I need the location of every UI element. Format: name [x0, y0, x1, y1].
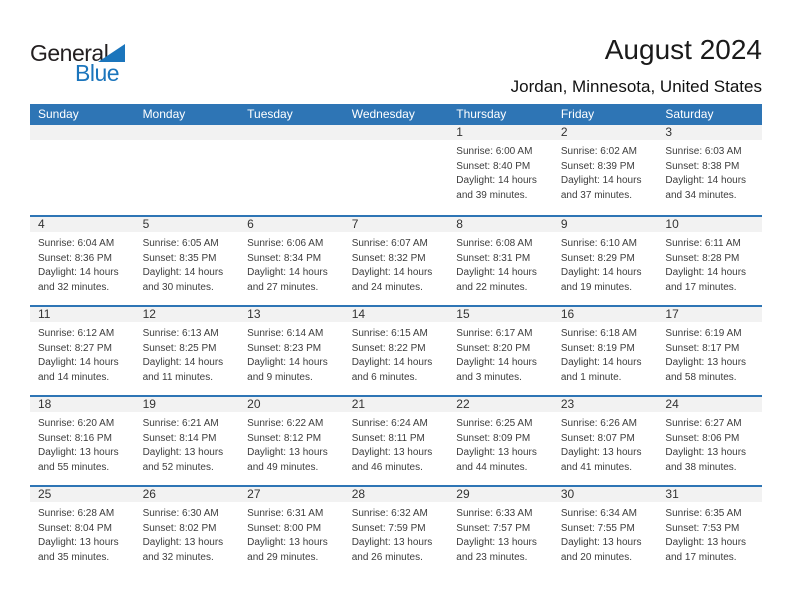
sunrise-text: Sunrise: 6:18 AM — [560, 328, 637, 339]
daylight-text-line2: and 35 minutes. — [38, 551, 110, 563]
day-cell — [553, 397, 658, 485]
day-cell — [344, 397, 449, 485]
daylight-text-line2: and 30 minutes. — [142, 281, 214, 293]
daylight-text-line2: and 52 minutes. — [142, 461, 214, 473]
daylight-text-line2: and 3 minutes. — [456, 371, 522, 383]
daylight-text-line2: and 34 minutes. — [665, 189, 737, 201]
sunrise-text: Sunrise: 6:02 AM — [560, 146, 637, 157]
logo-text-general: General — [30, 40, 109, 66]
day-number: 18 — [38, 397, 52, 411]
day-number: 11 — [38, 307, 51, 321]
day-number: 30 — [560, 487, 575, 501]
day-number: 20 — [247, 397, 261, 411]
daylight-text-line2: and 17 minutes. — [665, 281, 737, 293]
day-cell — [239, 217, 344, 305]
daylight-text-line1: Daylight: 14 hours — [560, 357, 642, 368]
sunrise-text: Sunrise: 6:28 AM — [38, 508, 115, 519]
sunrise-text: Sunrise: 6:00 AM — [456, 146, 533, 157]
daylight-text-line1: Daylight: 13 hours — [560, 447, 642, 458]
day-cell — [657, 217, 762, 305]
day-number: 23 — [560, 397, 575, 411]
daylight-text-line1: Daylight: 13 hours — [351, 537, 433, 548]
day-cell — [30, 487, 135, 575]
week-cells — [30, 397, 762, 485]
daylight-text-line2: and 32 minutes. — [38, 281, 110, 293]
day-number: 25 — [38, 487, 52, 501]
sunset-text: Sunset: 8:39 PM — [560, 160, 635, 172]
sunrise-text: Sunrise: 6:17 AM — [456, 328, 533, 339]
daylight-text-line1: Daylight: 14 hours — [456, 267, 537, 278]
daylight-text-line2: and 44 minutes. — [456, 461, 528, 473]
sunrise-text: Sunrise: 6:15 AM — [351, 328, 428, 339]
sunrise-text: Sunrise: 6:30 AM — [142, 508, 219, 519]
daylight-text-line2: and 1 minute. — [560, 371, 622, 383]
sunrise-text: Sunrise: 6:33 AM — [456, 508, 533, 519]
daylight-text-line1: Daylight: 14 hours — [456, 357, 537, 368]
day-cell — [344, 487, 449, 575]
daylight-text-line1: Daylight: 14 hours — [38, 357, 119, 368]
day-cell — [448, 307, 553, 395]
day-cell — [448, 487, 553, 575]
day-number: 31 — [665, 487, 679, 501]
week-row — [30, 395, 762, 485]
daylight-text-line2: and 6 minutes. — [351, 371, 418, 383]
day-number: 1 — [456, 125, 463, 139]
daylight-text-line2: and 22 minutes. — [456, 281, 528, 293]
day-cell — [344, 307, 449, 395]
daylight-text-line2: and 27 minutes. — [247, 281, 319, 293]
daylight-text-line2: and 55 minutes. — [38, 461, 110, 473]
sunrise-text: Sunrise: 6:06 AM — [247, 238, 324, 249]
day-number: 7 — [351, 217, 359, 231]
sunrise-text: Sunrise: 6:35 AM — [665, 508, 742, 519]
daylight-text-line1: Daylight: 13 hours — [38, 537, 119, 548]
day-number: 3 — [665, 125, 673, 139]
daylight-text-line1: Daylight: 13 hours — [38, 447, 119, 458]
sunrise-text: Sunrise: 6:12 AM — [38, 328, 115, 339]
daylight-text-line2: and 9 minutes. — [247, 371, 313, 383]
day-cell — [448, 217, 553, 305]
daylight-text-line2: and 20 minutes. — [560, 551, 633, 563]
sunset-text: Sunset: 8:36 PM — [38, 252, 112, 264]
empty-day-cell — [135, 125, 240, 215]
day-cell — [239, 307, 344, 395]
sunrise-text: Sunrise: 6:25 AM — [456, 418, 533, 429]
day-cell — [553, 217, 658, 305]
daylight-text-line2: and 17 minutes. — [665, 551, 737, 563]
sunset-text: Sunset: 8:11 PM — [351, 432, 425, 444]
daylight-text-line1: Daylight: 13 hours — [351, 447, 433, 458]
sunset-text: Sunset: 8:12 PM — [247, 432, 322, 444]
day-number: 5 — [142, 217, 150, 231]
sunset-text: Sunset: 8:17 PM — [665, 342, 740, 354]
page-title: August 2024 — [604, 34, 762, 65]
sunset-text: Sunset: 8:28 PM — [665, 252, 740, 264]
sunset-text: Sunset: 8:34 PM — [247, 252, 322, 264]
day-number: 26 — [142, 487, 156, 501]
day-number: 17 — [665, 307, 679, 321]
daylight-text-line1: Daylight: 14 hours — [142, 357, 224, 368]
daylight-text-line1: Daylight: 14 hours — [351, 357, 433, 368]
day-cell — [657, 307, 762, 395]
day-cell — [30, 397, 135, 485]
sunset-text: Sunset: 8:31 PM — [456, 252, 531, 264]
day-cell — [553, 125, 658, 215]
sunrise-text: Sunrise: 6:32 AM — [351, 508, 428, 519]
daylight-text-line1: Daylight: 14 hours — [247, 267, 328, 278]
page-subtitle: Jordan, Minnesota, United States — [510, 77, 762, 96]
sunset-text: Sunset: 8:04 PM — [38, 522, 112, 534]
daylight-text-line2: and 14 minutes. — [38, 371, 110, 383]
day-number: 15 — [456, 307, 470, 321]
logo-text-blue: Blue — [75, 60, 120, 86]
sunset-text: Sunset: 7:57 PM — [456, 522, 531, 534]
sunrise-text: Sunrise: 6:11 AM — [665, 238, 741, 249]
daylight-text-line1: Daylight: 13 hours — [142, 537, 224, 548]
daylight-text-line1: Daylight: 13 hours — [456, 447, 537, 458]
sunrise-text: Sunrise: 6:08 AM — [456, 238, 533, 249]
day-number: 12 — [142, 307, 156, 321]
daylight-text-line1: Daylight: 13 hours — [665, 357, 747, 368]
daylight-text-line2: and 58 minutes. — [665, 371, 737, 383]
weekday-header: Monday — [142, 107, 186, 121]
daylight-text-line1: Daylight: 13 hours — [456, 537, 537, 548]
daylight-text-line1: Daylight: 14 hours — [456, 175, 537, 186]
weekday-header: Thursday — [456, 107, 507, 121]
sunset-text: Sunset: 8:07 PM — [560, 432, 635, 444]
daylight-text-line1: Daylight: 13 hours — [247, 447, 328, 458]
sunset-text: Sunset: 8:09 PM — [456, 432, 531, 444]
sunset-text: Sunset: 8:23 PM — [247, 342, 322, 354]
day-number: 10 — [665, 217, 679, 231]
sunset-text: Sunset: 8:35 PM — [142, 252, 217, 264]
day-cell — [448, 397, 553, 485]
day-number: 16 — [560, 307, 575, 321]
day-cell — [135, 397, 240, 485]
weekday-header: Friday — [560, 107, 595, 121]
weekday-header: Tuesday — [247, 107, 293, 121]
weekday-header: Sunday — [38, 107, 79, 121]
sunrise-text: Sunrise: 6:05 AM — [142, 238, 219, 249]
day-cell — [135, 487, 240, 575]
sunset-text: Sunset: 8:22 PM — [351, 342, 426, 354]
week-cells — [30, 487, 762, 575]
day-cell — [30, 217, 135, 305]
sunset-text: Sunset: 7:55 PM — [560, 522, 635, 534]
sunset-text: Sunset: 8:25 PM — [142, 342, 217, 354]
daylight-text-line1: Daylight: 13 hours — [665, 537, 747, 548]
daylight-text-line2: and 11 minutes. — [142, 371, 213, 383]
sunrise-text: Sunrise: 6:20 AM — [38, 418, 115, 429]
sunset-text: Sunset: 8:19 PM — [560, 342, 635, 354]
daylight-text-line1: Daylight: 14 hours — [560, 175, 642, 186]
day-number: 28 — [351, 487, 366, 501]
daylight-text-line2: and 37 minutes. — [560, 189, 633, 201]
daylight-text-line2: and 39 minutes. — [456, 189, 528, 201]
daylight-text-line2: and 46 minutes. — [351, 461, 423, 473]
week-cells — [30, 125, 762, 215]
daylight-text-line2: and 41 minutes. — [560, 461, 633, 473]
empty-day-cell — [344, 125, 449, 215]
daylight-text-line1: Daylight: 14 hours — [142, 267, 224, 278]
sunrise-text: Sunrise: 6:10 AM — [560, 238, 637, 249]
sunset-text: Sunset: 7:53 PM — [665, 522, 740, 534]
day-number: 13 — [247, 307, 261, 321]
daylight-text-line1: Daylight: 14 hours — [38, 267, 119, 278]
week-row — [30, 215, 762, 305]
sunrise-text: Sunrise: 6:22 AM — [247, 418, 324, 429]
daylight-text-line1: Daylight: 13 hours — [142, 447, 224, 458]
daylight-text-line2: and 32 minutes. — [142, 551, 214, 563]
daylight-text-line2: and 26 minutes. — [351, 551, 423, 563]
sunset-text: Sunset: 8:16 PM — [38, 432, 112, 444]
sunrise-text: Sunrise: 6:24 AM — [351, 418, 428, 429]
day-number: 24 — [665, 397, 679, 411]
day-cell — [239, 487, 344, 575]
sunrise-text: Sunrise: 6:34 AM — [560, 508, 637, 519]
day-cell — [448, 125, 553, 215]
day-number: 29 — [456, 487, 470, 501]
sunset-text: Sunset: 8:27 PM — [38, 342, 112, 354]
sunset-text: Sunset: 8:06 PM — [665, 432, 740, 444]
daylight-text-line1: Daylight: 14 hours — [665, 175, 747, 186]
sunrise-text: Sunrise: 6:27 AM — [665, 418, 742, 429]
daylight-text-line1: Daylight: 14 hours — [351, 267, 433, 278]
weekday-header: Wednesday — [351, 107, 415, 121]
day-cell — [239, 397, 344, 485]
day-number: 22 — [456, 397, 470, 411]
daylight-text-line1: Daylight: 14 hours — [560, 267, 642, 278]
daylight-text-line1: Daylight: 14 hours — [665, 267, 747, 278]
calendar — [30, 104, 762, 575]
day-cell — [657, 397, 762, 485]
sunrise-text: Sunrise: 6:19 AM — [665, 328, 742, 339]
daylight-text-line1: Daylight: 14 hours — [247, 357, 328, 368]
sunrise-text: Sunrise: 6:04 AM — [38, 238, 115, 249]
empty-day-cell — [239, 125, 344, 215]
day-number: 9 — [560, 217, 568, 231]
sunrise-text: Sunrise: 6:21 AM — [142, 418, 219, 429]
day-cell — [30, 307, 135, 395]
day-cell — [135, 307, 240, 395]
sunset-text: Sunset: 8:40 PM — [456, 160, 531, 172]
sunset-text: Sunset: 8:29 PM — [560, 252, 635, 264]
sunrise-text: Sunrise: 6:31 AM — [247, 508, 324, 519]
week-row — [30, 125, 762, 215]
day-cell — [553, 307, 658, 395]
calendar-weeks — [30, 125, 762, 575]
day-number: 4 — [38, 217, 45, 231]
week-row — [30, 305, 762, 395]
day-number: 21 — [351, 397, 366, 411]
sunset-text: Sunset: 8:02 PM — [142, 522, 217, 534]
daylight-text-line2: and 19 minutes. — [560, 281, 633, 293]
day-number: 27 — [247, 487, 261, 501]
empty-day-cell — [30, 125, 135, 215]
day-number: 19 — [142, 397, 156, 411]
sunset-text: Sunset: 8:38 PM — [665, 160, 740, 172]
sunset-text: Sunset: 8:00 PM — [247, 522, 322, 534]
sunset-text: Sunset: 8:14 PM — [142, 432, 217, 444]
day-number: 6 — [247, 217, 254, 231]
day-cell — [553, 487, 658, 575]
sunrise-text: Sunrise: 6:07 AM — [351, 238, 428, 249]
daylight-text-line2: and 29 minutes. — [247, 551, 319, 563]
general-blue-logo — [30, 40, 170, 90]
sunset-text: Sunset: 8:32 PM — [351, 252, 426, 264]
sunrise-text: Sunrise: 6:03 AM — [665, 146, 742, 157]
weekday-header: Saturday — [665, 107, 714, 121]
daylight-text-line2: and 24 minutes. — [351, 281, 423, 293]
sunset-text: Sunset: 7:59 PM — [351, 522, 426, 534]
sunrise-text: Sunrise: 6:26 AM — [560, 418, 637, 429]
day-number: 2 — [560, 125, 568, 139]
daylight-text-line2: and 49 minutes. — [247, 461, 319, 473]
day-number: 14 — [351, 307, 366, 321]
day-cell — [657, 125, 762, 215]
daylight-text-line1: Daylight: 13 hours — [247, 537, 328, 548]
sunrise-text: Sunrise: 6:14 AM — [247, 328, 324, 339]
week-cells — [30, 307, 762, 395]
week-cells — [30, 217, 762, 305]
day-cell — [135, 217, 240, 305]
daylight-text-line1: Daylight: 13 hours — [665, 447, 747, 458]
daylight-text-line1: Daylight: 13 hours — [560, 537, 642, 548]
day-number: 8 — [456, 217, 463, 231]
week-row — [30, 485, 762, 575]
day-cell — [657, 487, 762, 575]
daylight-text-line2: and 38 minutes. — [665, 461, 737, 473]
sunset-text: Sunset: 8:20 PM — [456, 342, 531, 354]
day-cell — [344, 217, 449, 305]
sunrise-text: Sunrise: 6:13 AM — [142, 328, 219, 339]
daylight-text-line2: and 23 minutes. — [456, 551, 528, 563]
weekday-header-row — [30, 104, 762, 125]
